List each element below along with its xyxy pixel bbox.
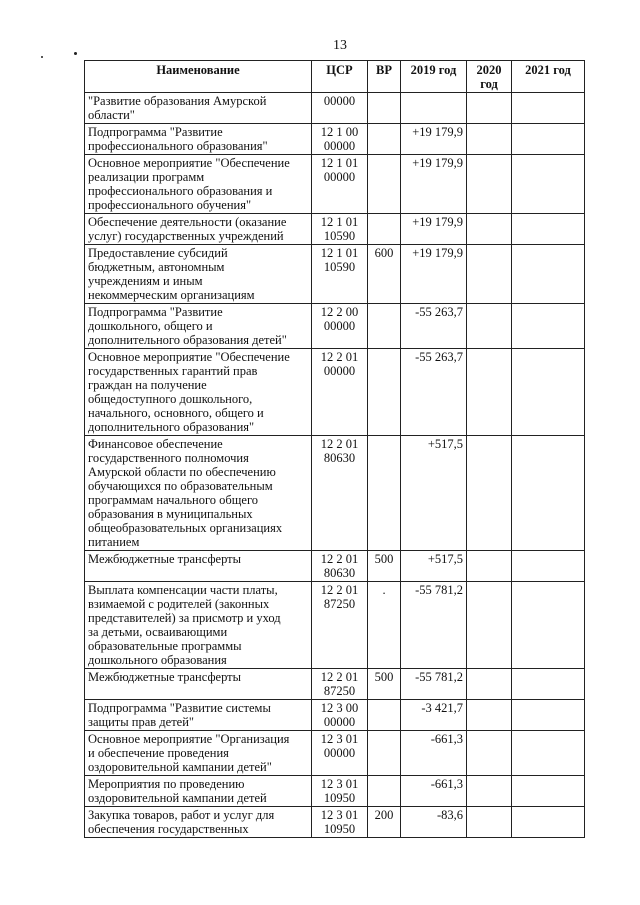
- table-row: [85, 807, 585, 838]
- row-2019: -55 781,2: [401, 669, 467, 700]
- row-2021: [512, 214, 585, 245]
- scan-speck: [74, 52, 77, 55]
- row-2020: [467, 155, 512, 214]
- row-2021: [512, 155, 585, 214]
- row-2019: [401, 93, 467, 124]
- row-vr: 200: [368, 807, 401, 838]
- row-2020: [467, 304, 512, 349]
- row-csr: 12 1 01 10590: [312, 214, 368, 245]
- row-csr: 12 2 00 00000: [312, 304, 368, 349]
- row-csr: 00000: [312, 93, 368, 124]
- table-row: [85, 669, 585, 700]
- table-row: [85, 93, 585, 124]
- row-2019: +517,5: [401, 436, 467, 551]
- row-vr: [368, 700, 401, 731]
- row-2021: [512, 436, 585, 551]
- row-name: Предоставление субсидий бюджетным, автономным учреждениям и иным некоммерческим организациям: [85, 245, 312, 304]
- row-name: Обеспечение деятельности (оказание услуг) государственных учреждений: [85, 214, 312, 245]
- row-csr: 12 2 01 87250: [312, 669, 368, 700]
- row-vr: [368, 155, 401, 214]
- row-2021: [512, 669, 585, 700]
- row-csr: 12 3 00 00000: [312, 700, 368, 731]
- row-2020: [467, 124, 512, 155]
- table-row: [85, 214, 585, 245]
- row-2021: [512, 776, 585, 807]
- row-2019: +19 179,9: [401, 245, 467, 304]
- row-2021: [512, 551, 585, 582]
- row-2021: [512, 124, 585, 155]
- row-2020: [467, 776, 512, 807]
- header-vr: ВР: [368, 61, 401, 93]
- row-vr: [368, 214, 401, 245]
- row-csr: 12 1 01 00000: [312, 155, 368, 214]
- row-2020: [467, 582, 512, 669]
- row-2021: [512, 807, 585, 838]
- row-name: Подпрограмма "Развитие дошкольного, общего и дополнительного образования детей": [85, 304, 312, 349]
- header-name: Наименование: [85, 61, 312, 93]
- header-2021: 2021 год: [512, 61, 585, 93]
- row-name: "Развитие образования Амурской области": [85, 93, 312, 124]
- row-vr: [368, 304, 401, 349]
- row-2020: [467, 700, 512, 731]
- row-2019: +19 179,9: [401, 124, 467, 155]
- row-vr: 500: [368, 669, 401, 700]
- row-2019: -661,3: [401, 776, 467, 807]
- row-csr: 12 2 01 80630: [312, 436, 368, 551]
- row-name: Межбюджетные трансферты: [85, 551, 312, 582]
- row-2019: -83,6: [401, 807, 467, 838]
- table-header-row: [85, 61, 585, 93]
- row-2020: [467, 93, 512, 124]
- row-2019: -55 263,7: [401, 349, 467, 436]
- row-name: Основное мероприятие "Обеспечение реализации программ профессионального образования и профессионального обучения": [85, 155, 312, 214]
- row-2019: +19 179,9: [401, 214, 467, 245]
- row-2020: [467, 349, 512, 436]
- row-name: Выплата компенсации части платы, взимаемой с родителей (законных представителей) за присмотр и уход за детьми, осваивающими образовательные программы дошкольного образования: [85, 582, 312, 669]
- row-2020: [467, 551, 512, 582]
- row-vr: [368, 124, 401, 155]
- row-name: Закупка товаров, работ и услуг для обеспечения государственных: [85, 807, 312, 838]
- row-vr: [368, 349, 401, 436]
- row-2021: [512, 582, 585, 669]
- row-name: Мероприятия по проведению оздоровительной кампании детей: [85, 776, 312, 807]
- row-vr: 500: [368, 551, 401, 582]
- row-2021: [512, 304, 585, 349]
- table-row: [85, 551, 585, 582]
- row-2021: [512, 700, 585, 731]
- row-vr: 600: [368, 245, 401, 304]
- row-vr: [368, 776, 401, 807]
- table-row: [85, 155, 585, 214]
- row-2021: [512, 349, 585, 436]
- row-csr: 12 3 01 00000: [312, 731, 368, 776]
- table-row: [85, 245, 585, 304]
- row-2020: [467, 807, 512, 838]
- row-2020: [467, 436, 512, 551]
- row-2019: +517,5: [401, 551, 467, 582]
- row-csr: 12 2 01 00000: [312, 349, 368, 436]
- row-2021: [512, 93, 585, 124]
- row-vr: [368, 436, 401, 551]
- row-2019: +19 179,9: [401, 155, 467, 214]
- row-vr: .: [368, 582, 401, 669]
- header-csr: ЦСР: [312, 61, 368, 93]
- table-row: [85, 124, 585, 155]
- row-name: Подпрограмма "Развитие профессионального образования": [85, 124, 312, 155]
- row-2020: [467, 669, 512, 700]
- header-2020: 2020 год: [467, 61, 512, 93]
- row-2019: -55 263,7: [401, 304, 467, 349]
- row-2019: -55 781,2: [401, 582, 467, 669]
- table-row: [85, 776, 585, 807]
- row-2021: [512, 245, 585, 304]
- row-2019: -661,3: [401, 731, 467, 776]
- budget-table: [84, 60, 585, 838]
- page-number: 13: [333, 38, 347, 53]
- row-name: Межбюджетные трансферты: [85, 669, 312, 700]
- table-row: [85, 349, 585, 436]
- row-2019: -3 421,7: [401, 700, 467, 731]
- row-2021: [512, 731, 585, 776]
- row-name: Подпрограмма "Развитие системы защиты прав детей": [85, 700, 312, 731]
- row-csr: 12 1 01 10590: [312, 245, 368, 304]
- row-csr: 12 3 01 10950: [312, 807, 368, 838]
- table-row: [85, 582, 585, 669]
- row-2020: [467, 731, 512, 776]
- row-name: Финансовое обеспечение государственного полномочия Амурской области по обеспечению обучающихся по образовательным программам начального общего образования в муниципальных общеобразовательных организациях питанием: [85, 436, 312, 551]
- table-row: [85, 436, 585, 551]
- row-vr: [368, 731, 401, 776]
- table-row: [85, 731, 585, 776]
- table-row: [85, 304, 585, 349]
- row-csr: 12 2 01 87250: [312, 582, 368, 669]
- row-name: Основное мероприятие "Обеспечение государственных гарантий прав граждан на получение общедоступного дошкольного, начального, основного, общего и дополнительного образования": [85, 349, 312, 436]
- row-name: Основное мероприятие "Организация и обеспечение проведения оздоровительной кампании детей": [85, 731, 312, 776]
- scan-speck: [41, 56, 43, 58]
- row-csr: 12 3 01 10950: [312, 776, 368, 807]
- row-csr: 12 2 01 80630: [312, 551, 368, 582]
- row-vr: [368, 93, 401, 124]
- row-csr: 12 1 00 00000: [312, 124, 368, 155]
- row-2020: [467, 245, 512, 304]
- table-row: [85, 700, 585, 731]
- header-2019: 2019 год: [401, 61, 467, 93]
- row-2020: [467, 214, 512, 245]
